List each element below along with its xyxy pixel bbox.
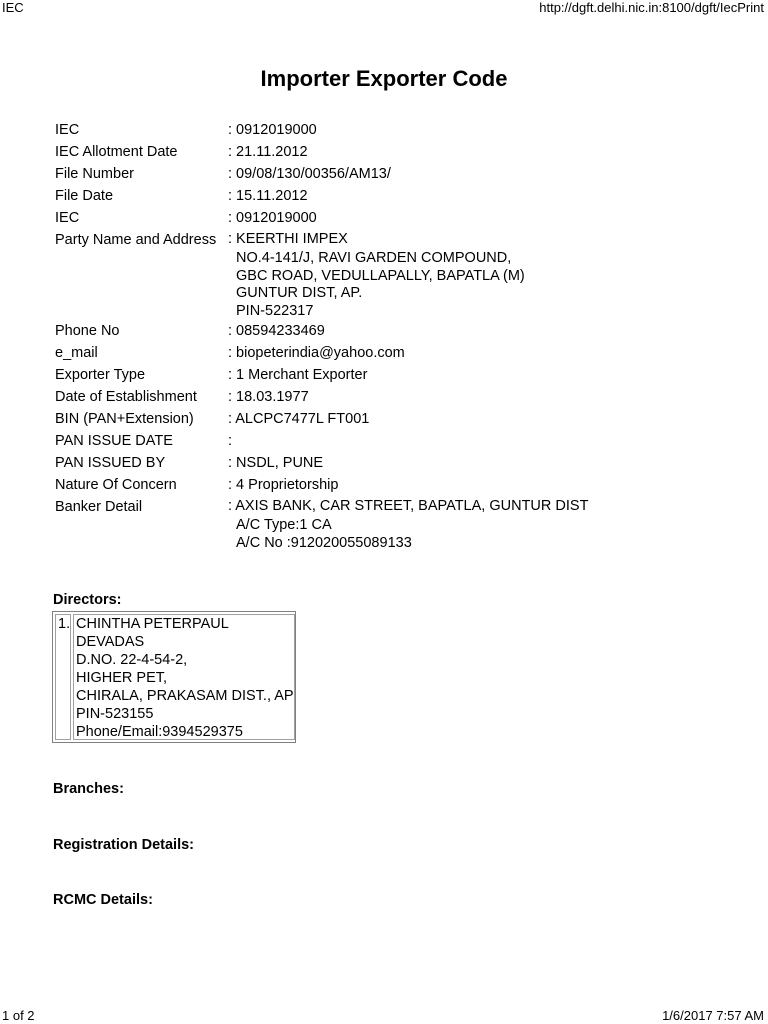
field-value <box>228 386 309 408</box>
field-value <box>228 430 232 452</box>
field-row <box>55 496 588 552</box>
field-row <box>55 452 588 474</box>
director-detail-line: HIGHER PET, <box>76 670 168 686</box>
field-value-line: : 08594233469 <box>228 323 325 339</box>
page-title: Importer Exporter Code <box>260 66 508 91</box>
field-value-line: : 0912019000 <box>228 210 317 226</box>
director-detail-line: CHINTHA PETERPAUL <box>76 616 229 632</box>
field-value-line: : NSDL, PUNE <box>228 455 324 471</box>
field-label: PAN ISSUE DATE <box>55 433 173 449</box>
field-value-line: A/C Type:1 CA <box>236 517 332 533</box>
director-number: 1. <box>55 614 71 740</box>
field-value <box>228 207 317 229</box>
field-value <box>228 496 588 552</box>
field-row <box>55 408 588 430</box>
field-row <box>55 185 588 207</box>
field-label: IEC <box>55 210 80 226</box>
field-value <box>228 229 525 320</box>
field-value-line: : biopeterindia@yahoo.com <box>228 345 405 361</box>
field-row <box>55 430 588 452</box>
director-detail-line: PIN-523155 <box>76 706 154 722</box>
director-row <box>55 614 293 740</box>
field-label: BIN (PAN+Extension) <box>55 411 194 427</box>
field-label: Phone No <box>55 323 120 339</box>
field-label: Nature Of Concern <box>55 477 177 493</box>
iec-details-list <box>55 119 588 552</box>
field-value <box>228 141 308 163</box>
field-value <box>228 452 323 474</box>
field-label: e_mail <box>55 345 98 361</box>
field-label: File Number <box>55 166 134 182</box>
field-value <box>228 474 338 496</box>
field-value-line: : ALCPC7477L FT001 <box>228 411 370 427</box>
field-value <box>228 342 405 364</box>
director-detail-line: Phone/Email:9394529375 <box>76 724 243 740</box>
field-value-line: : KEERTHI IMPEX <box>228 231 348 247</box>
page-header-title: IEC <box>2 0 24 15</box>
director-detail-line: D.NO. 22-4-54-2, <box>76 652 188 668</box>
field-value-line: PIN-522317 <box>236 302 314 319</box>
director-detail-line: DEVADAS <box>76 634 145 650</box>
directors-heading: Directors: <box>53 592 122 608</box>
field-value <box>228 364 367 386</box>
field-label: Exporter Type <box>55 367 146 383</box>
directors-table <box>52 611 296 743</box>
field-label: Date of Establishment <box>55 389 197 405</box>
field-row <box>55 207 588 229</box>
field-value-line: NO.4-141/J, RAVI GARDEN COMPOUND, <box>236 250 512 266</box>
field-label: IEC <box>55 122 80 138</box>
field-value <box>228 163 391 185</box>
field-row <box>55 320 588 342</box>
field-label: PAN ISSUED BY <box>55 455 166 471</box>
field-label: Banker Detail <box>55 499 143 515</box>
field-value-line: : 0912019000 <box>228 122 317 138</box>
field-value-line: : 18.03.1977 <box>228 389 309 405</box>
field-value-line: : AXIS BANK, CAR STREET, BAPATLA, GUNTUR DIST <box>228 498 589 514</box>
field-value-line: : 1 Merchant Exporter <box>228 367 368 383</box>
field-row <box>55 141 588 163</box>
field-value-line: GBC ROAD, VEDULLAPALLY, BAPATLA (M) <box>236 267 525 284</box>
branches-heading: Branches: <box>53 781 124 797</box>
field-row <box>55 342 588 364</box>
field-value-line: : 21.11.2012 <box>228 144 308 160</box>
field-value-line: : 09/08/130/00356/AM13/ <box>228 166 391 182</box>
field-value-line: : <box>228 433 233 449</box>
field-value <box>228 185 308 207</box>
page-footer-timestamp: 1/6/2017 7:57 AM <box>662 1008 764 1023</box>
field-value <box>228 119 317 141</box>
field-value-line: A/C No :912020055089133 <box>236 534 412 551</box>
rcmc-details-heading: RCMC Details: <box>53 892 153 908</box>
registration-details-heading: Registration Details: <box>53 837 194 853</box>
field-value-line: : 4 Proprietorship <box>228 477 339 493</box>
director-details <box>73 614 295 740</box>
field-row <box>55 229 588 320</box>
field-row <box>55 163 588 185</box>
field-label: Party Name and Address <box>55 232 217 248</box>
field-label: IEC Allotment Date <box>55 144 178 160</box>
field-label: File Date <box>55 188 114 204</box>
page-header-url: http://dgft.delhi.nic.in:8100/dgft/IecPrint <box>539 0 764 15</box>
field-row <box>55 119 588 141</box>
director-detail-line: CHIRALA, PRAKASAM DIST., AP <box>76 688 294 704</box>
field-row <box>55 364 588 386</box>
field-value <box>228 320 325 342</box>
field-row <box>55 386 588 408</box>
field-value-line: : 15.11.2012 <box>228 188 308 204</box>
field-value-line: GUNTUR DIST, AP. <box>236 285 363 301</box>
field-row <box>55 474 588 496</box>
page-footer-page-count: 1 of 2 <box>2 1008 35 1023</box>
field-value <box>228 408 369 430</box>
